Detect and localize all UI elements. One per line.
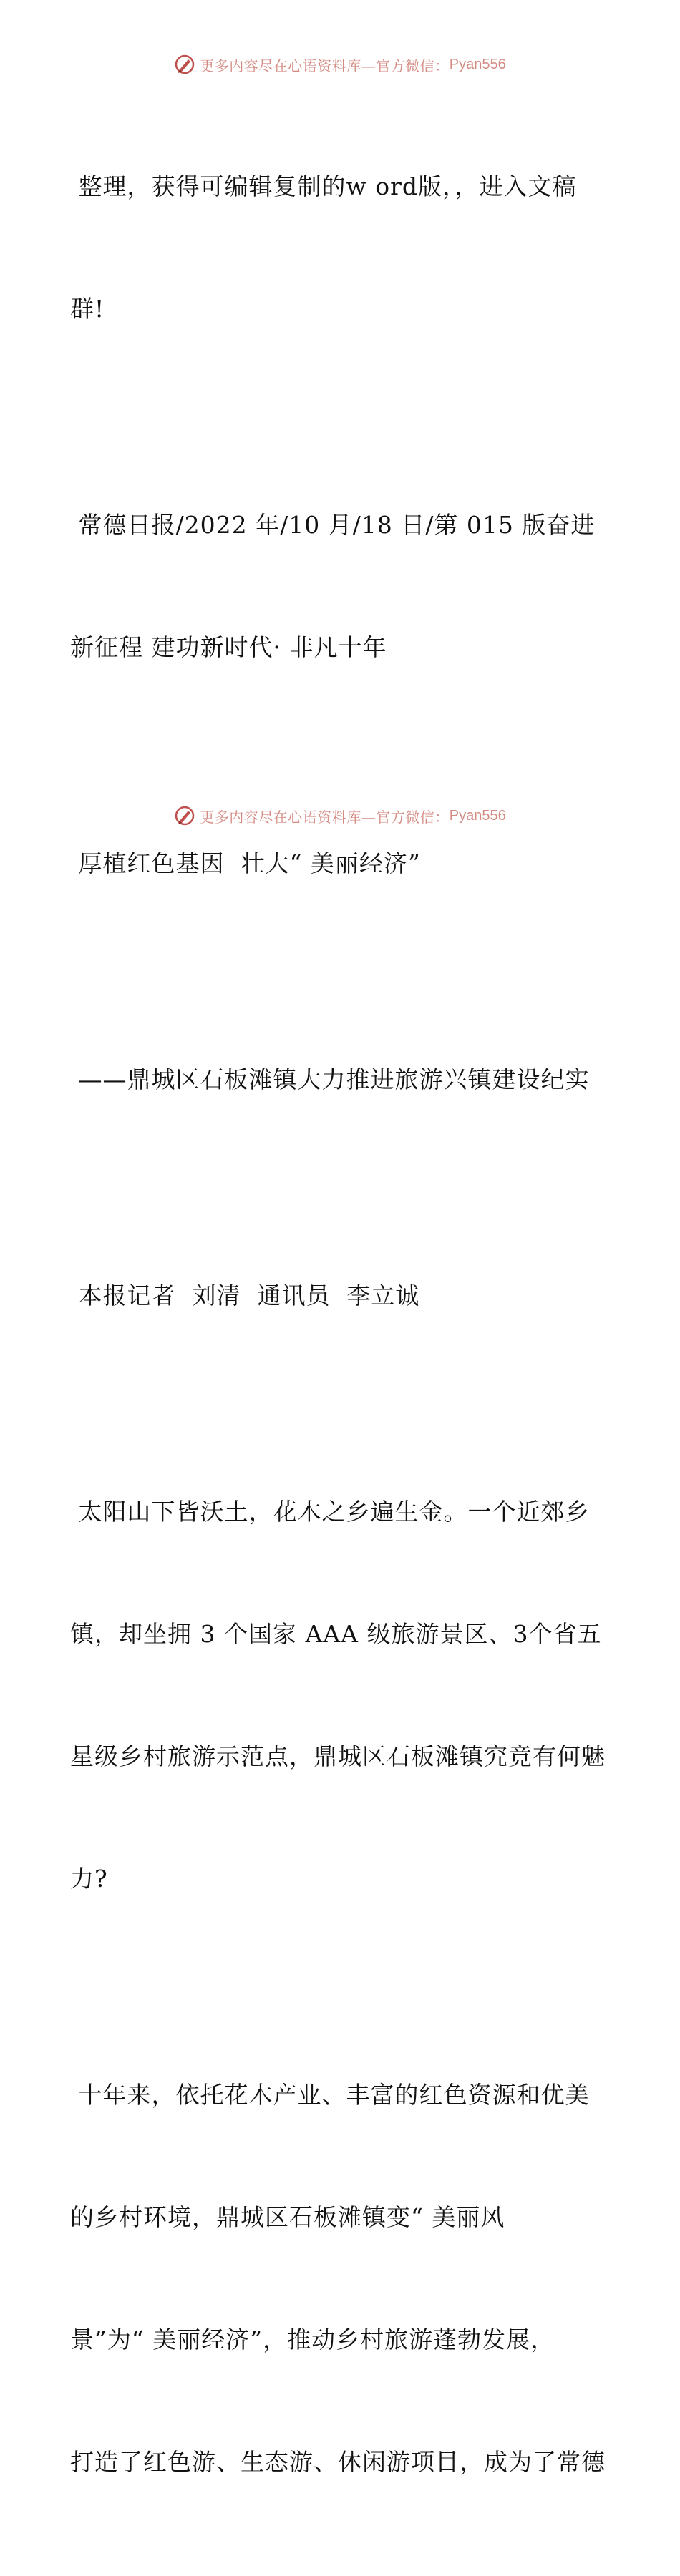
watermark-text: 更多内容尽在心语资料库—官方微信： (200, 57, 450, 74)
watermark-wechat-id: Pyan556 (449, 56, 506, 72)
text-line: ——鼎城区石板滩镇大力推进旅游兴镇建设纪实 (70, 1065, 590, 1093)
paragraph-intro (70, 84, 614, 411)
text-line: 常德日报/2022 年/10 月/18 日/第 015 版奋进 (70, 511, 596, 539)
text-line: 本报记者 刘清 通讯员 李立诚 (70, 1282, 420, 1309)
header-watermark (0, 50, 680, 79)
article-title (70, 761, 614, 965)
text-line: 厚植红色基因 壮大“ 美丽经济” (70, 849, 421, 877)
article-byline (70, 1194, 614, 1397)
text-line: 十年来，依托花木产业、丰富的红色资源和优美 (70, 2081, 590, 2109)
text-line: 整理，获得可编辑复制的w ord版，，进入文稿 (70, 172, 577, 200)
text-line: 星级乡村旅游示范点，鼎城区石板滩镇究竟有何魅 (70, 1742, 606, 1770)
watermark-wechat-id: Pyan556 (449, 807, 506, 824)
paragraph-lead (70, 1410, 614, 1981)
text-line: 打造了红色游、生态游、休闲游项目，成为了常德 (70, 2448, 606, 2476)
text-line: 太阳山下皆沃土，花木之乡遍生金。一个近郊乡 (70, 1498, 590, 1526)
text-line: 新征程 建功新时代· 非凡十年 (70, 633, 387, 661)
text-line: 景”为“ 美丽经济”，推动乡村旅游蓬勃发展， (70, 2326, 555, 2353)
pen-logo-icon (174, 54, 195, 75)
text-line: 镇，却坐拥 3 个国家 AAA 级旅游景区、3个省五 (70, 1620, 602, 1648)
pen-logo-icon (174, 805, 195, 826)
footer-watermark (0, 801, 680, 830)
text-line: 力? (70, 1865, 108, 1893)
article-subtitle (70, 977, 614, 1181)
text-line: 群! (70, 295, 105, 323)
watermark-text: 更多内容尽在心语资料库—官方微信： (200, 808, 450, 826)
paragraph-source (70, 423, 614, 749)
document-body (70, 84, 614, 2576)
text-line: 的乡村环境，鼎城区石板滩镇变“ 美丽风 (70, 2203, 505, 2231)
paragraph-body (70, 1993, 614, 2564)
